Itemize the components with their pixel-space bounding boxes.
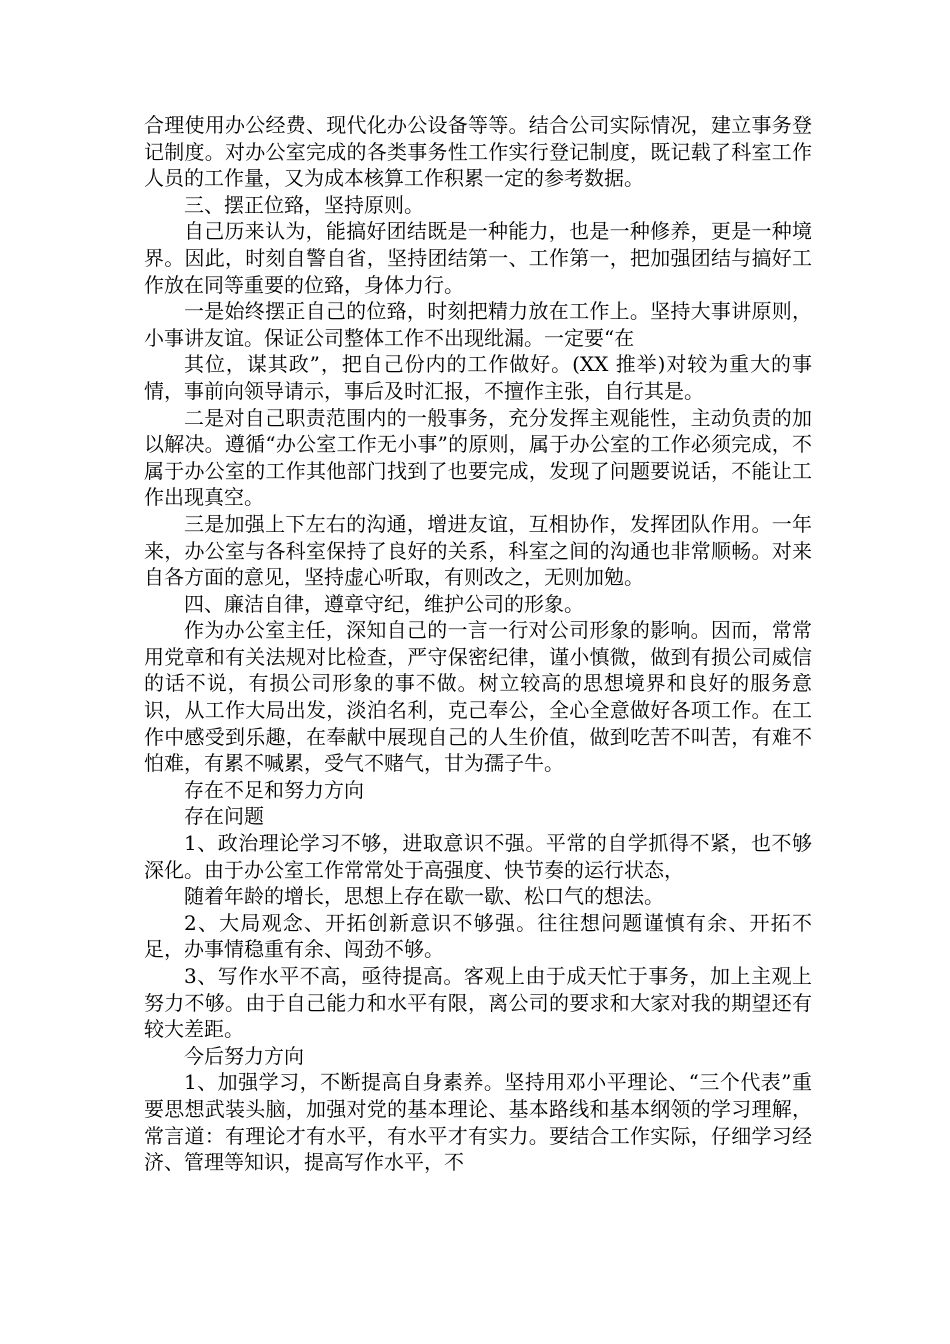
problem-item-1-cont: 随着年龄的增长，思想上存在歇一歇、松口气的想法。 bbox=[184, 884, 664, 909]
problem-item-2: 2、大局观念、开拓创新意识不够强。往往想问题谨慎有余、开拓不足，办事情稳重有余、闯劲不够。 bbox=[144, 910, 812, 962]
paragraph-director-role: 作为办公室主任，深知自己的一言一行对公司形象的影响。因而，常常用党章和有关法规对比检查，严守保密纪律，谨小慎微，做到有损公司威信的话不说，有损公司形象的事不做。树立较高的思想境界和良好的服务意识，从工作大局出发，淡泊名利，克己奉公，全心全意做好各项工作。在工作中感受到乐趣，在奉献中展现自己的人生价值，做到吃苦不叫苦，有难不怕难，有累不喊累，受气不赌气，甘为孺子牛。 bbox=[144, 618, 812, 776]
paragraph-point-1: 一是始终摆正自己的位臵，时刻把精力放在工作上。坚持大事讲原则，小事讲友谊。保证公司整体工作不出现纰漏。一定要“在 bbox=[144, 299, 812, 350]
heading-future-direction: 今后努力方向 bbox=[184, 1043, 304, 1068]
paragraph-office-expenses: 合理使用办公经费、现代化办公设备等等。结合公司实际情况，建立事务登记制度。对办公室完成的各类事务性工作实行登记制度，既记载了科室工作人员的工作量，又为成本核算工作积累一定的参考数据。 bbox=[144, 113, 812, 191]
paragraph-point-1-cont: 其位，谋其政”，把自己份内的工作做好。(XX 推举)对较为重大的事情，事前向领导请示，事后及时汇报，不擅作主张，自行其是。 bbox=[144, 352, 812, 403]
problem-item-3: 3、写作水平不高，亟待提高。客观上由于成天忙于事务，加上主观上努力不够。由于自己能力和水平有限，离公司的要求和大家对我的期望还有较大差距。 bbox=[144, 964, 812, 1042]
direction-item-1: 1、加强学习，不断提高自身素养。坚持用邓小平理论、“三个代表”重要思想武装头脑，加强对党的基本理论、基本路线和基本纲领的学习理解，常言道：有理论才有水平，有水平才有实力。要结合工作实际，仔细学习经济、管理等知识，提高写作水平，不 bbox=[144, 1070, 812, 1175]
problem-item-1: 1、政治理论学习不够，进取意识不强。平常的自学抓得不紧，也不够深化。由于办公室工作常常处于高强度、快节奏的运行状态， bbox=[144, 831, 812, 882]
paragraph-point-2: 二是对自己职责范围内的一般事务，充分发挥主观能性，主动负责的加以解决。遵循“办公室工作无小事”的原则，属于办公室的工作必须完成，不属于办公室的工作其他部门找到了也要完成，发现了问题要说话，不能让工作出现真空。 bbox=[144, 405, 812, 510]
paragraph-unity: 自己历来认为，能搞好团结既是一种能力，也是一种修养，更是一种境界。因此，时刻自警自省，坚持团结第一、工作第一，把加强团结与搞好工作放在同等重要的位臵，身体力行。 bbox=[144, 219, 812, 297]
heading-problems: 存在问题 bbox=[184, 804, 264, 829]
paragraph-point-3: 三是加强上下左右的沟通，增进友谊，互相协作，发挥团队作用。一年来，办公室与各科室保持了良好的关系，科室之间的沟通也非常顺畅。对来自各方面的意见，坚持虚心听取，有则改之，无则加勉。 bbox=[144, 511, 812, 590]
document-page bbox=[144, 112, 812, 1176]
heading-shortcomings-direction: 存在不足和努力方向 bbox=[184, 777, 364, 802]
section-heading-4: 四、廉洁自律，遵章守纪，维护公司的形象。 bbox=[184, 591, 584, 616]
section-heading-3: 三、摆正位臵，坚持原则。 bbox=[184, 192, 424, 217]
